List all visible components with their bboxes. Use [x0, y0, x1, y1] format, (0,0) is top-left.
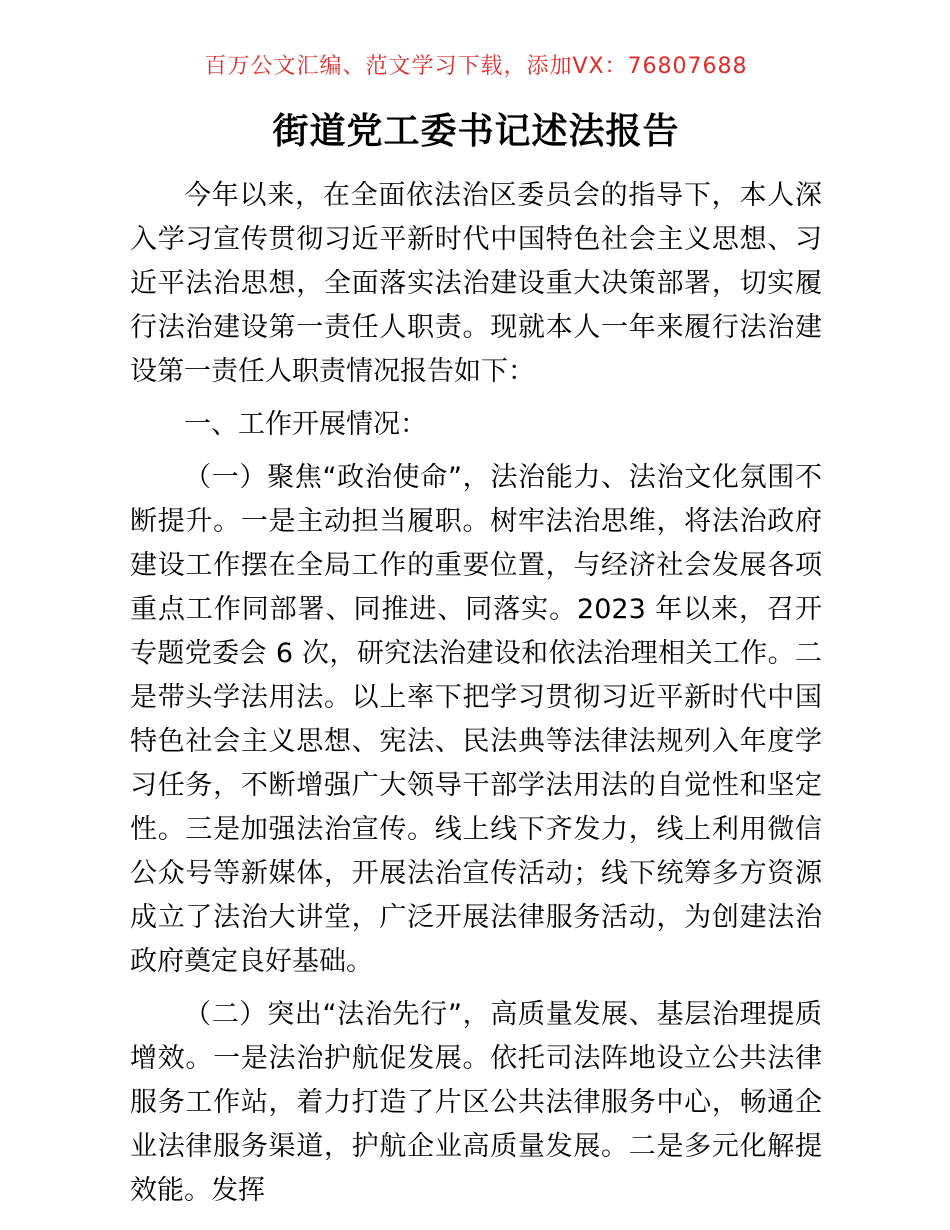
intro-paragraph: 今年以来，在全面依法治区委员会的指导下，本人深入学习宣传贯彻习近平新时代中国特色社会主义思想、习近平法治思想，全面落实法治建设重大决策部署，切实履行法治建设第一责任人职责。现就本人一年来履行法治建设第一责任人职责情况报告如下： — [130, 180, 822, 387]
document-title: 街道党工委书记述法报告 — [272, 111, 680, 152]
subsection-paragraph-1: （一）聚焦“政治使命”，法治能力、法治文化氛围不断提升。一是主动担当履职。树牢法治思维，将法治政府建设工作摆在全局工作的重要位置，与经济社会发展各项重点工作同部署、同推进、同落实。2023 年以来，召开专题党委会 6 次，研究法治建设和依法治理相关工作。二是带头学法用法。以上率下把学习贯彻习近平新时代中国特色社会主义思想、宪法、民法典等法律法规列入年度学习任务，不断增强广大领导干部学法用法的自觉性和坚定性。三是加强法治宣传。线上线下齐发力，线上利用微信公众号等新媒体，开展法治宣传活动；线下统筹多方资源成立了法治大讲堂，广泛开展法律服务活动，为创建法治政府奠定良好基础。 — [130, 462, 822, 977]
document-body — [130, 174, 822, 1213]
header-notice: 百万公文汇编、范文学习下载，添加VX：76807688 — [204, 54, 748, 79]
subsection-paragraph-2: （二）突出“法治先行”，高质量发展、基层治理提质增效。一是法治护航促发展。依托司法阵地设立公共法律服务工作站，着力打造了片区公共法律服务中心，畅通企业法律服务渠道，护航企业高质量发展。二是多元化解提效能。发挥 — [130, 999, 822, 1206]
section-heading-1: 一、工作开展情况： — [184, 409, 427, 440]
